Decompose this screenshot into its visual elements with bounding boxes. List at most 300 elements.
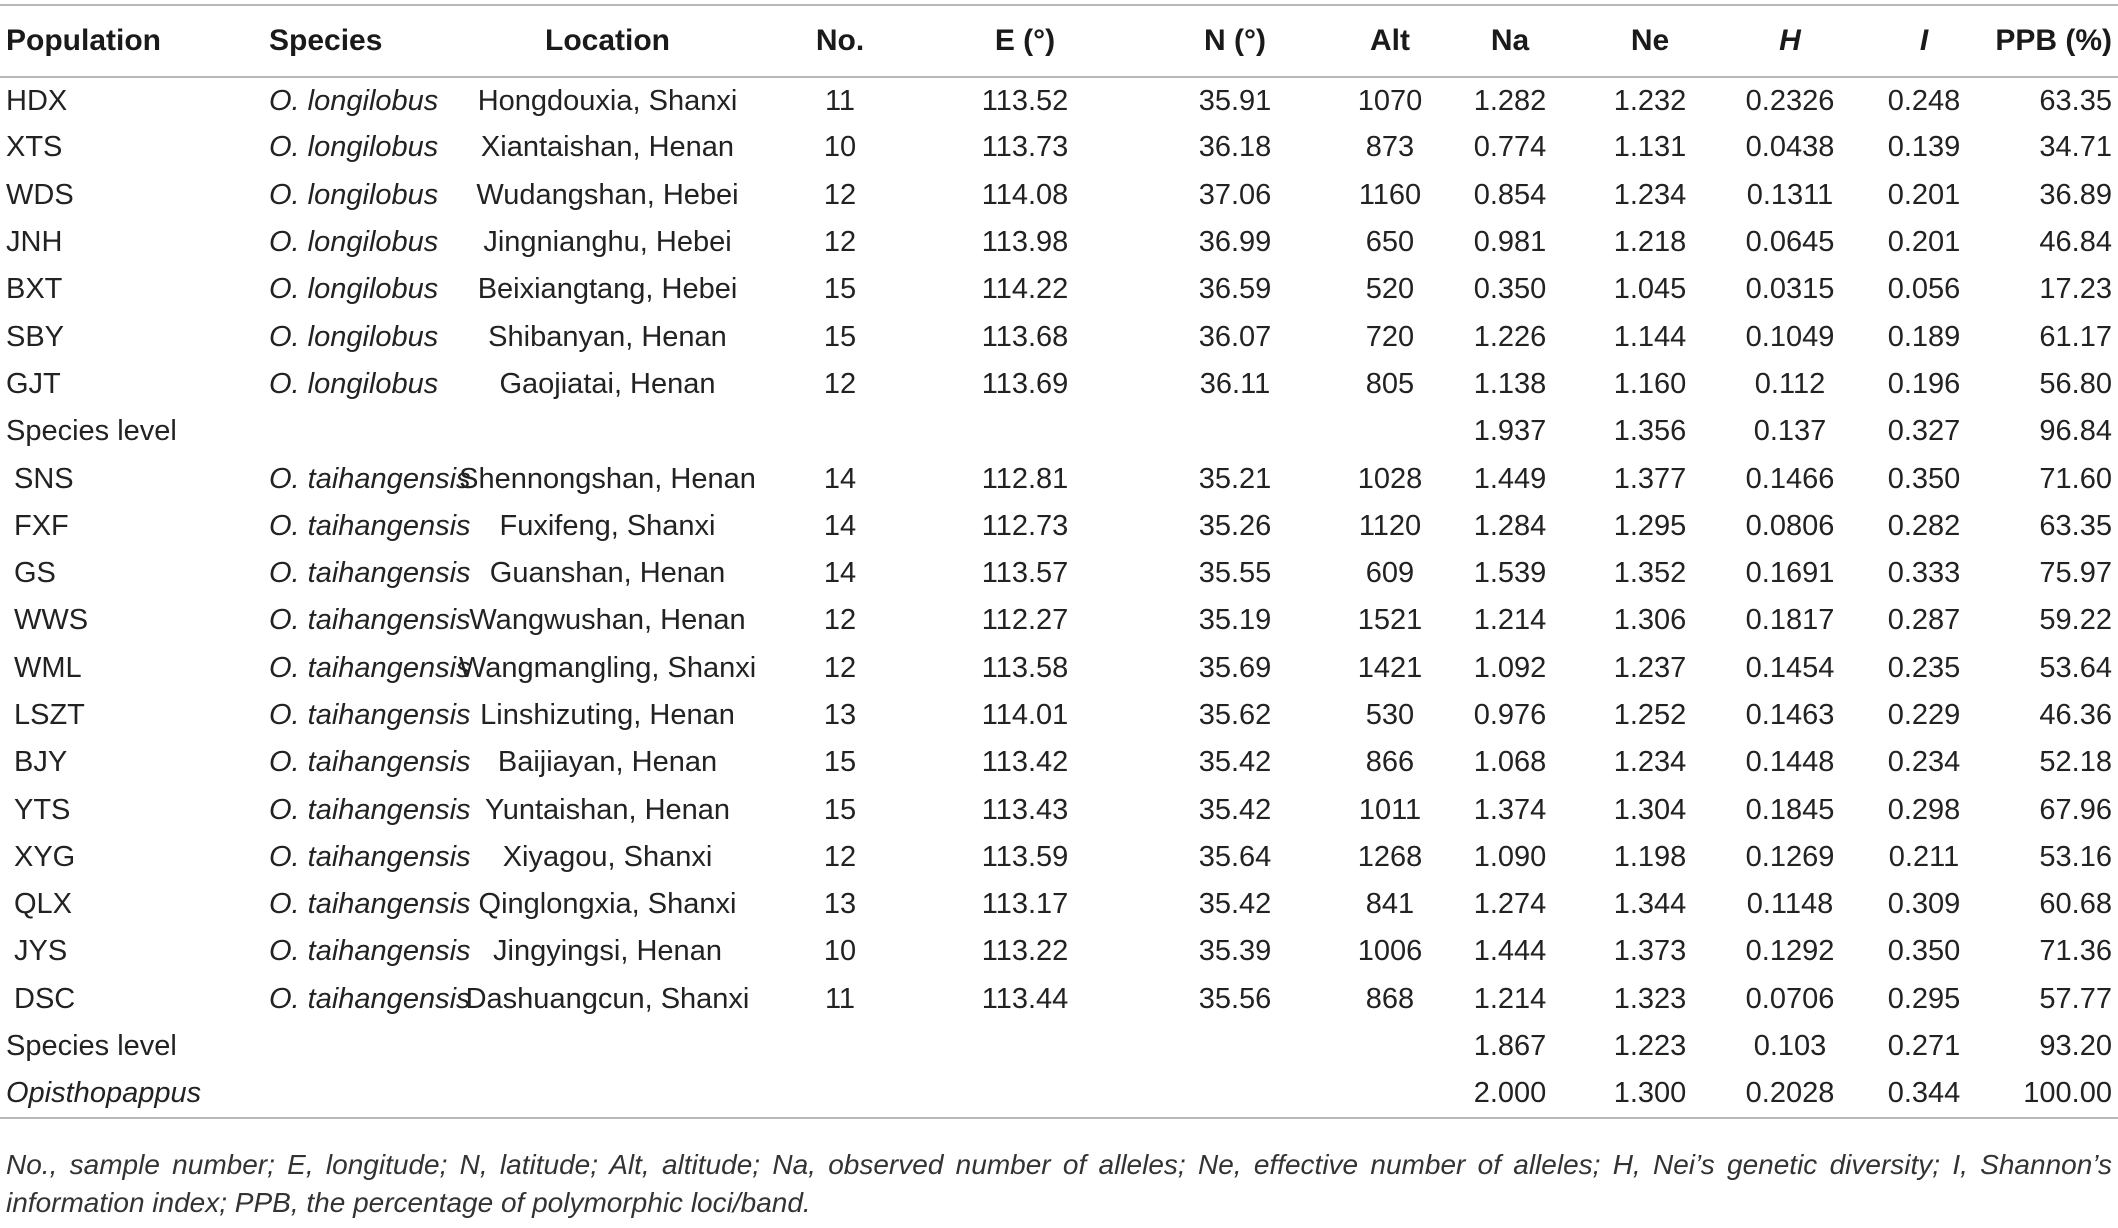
- cell-h: 0.1691: [1745, 557, 1835, 590]
- cell-ppb: 100.00: [1988, 1070, 2118, 1117]
- cell-i: 0.298: [1887, 793, 1961, 826]
- cell-ppb: 56.80: [2039, 367, 2112, 400]
- cell-location: Dashuangcun, Shanxi: [465, 982, 750, 1015]
- cell-n: 35.42: [1198, 793, 1272, 826]
- header-location: Location: [455, 5, 760, 77]
- cell-no: [760, 1023, 920, 1070]
- table-row: [0, 786, 2118, 833]
- cell-no: 15: [823, 746, 857, 779]
- cell-h: 0.2326: [1745, 84, 1835, 117]
- table-row: [0, 455, 2118, 502]
- cell-alt: 609: [1365, 557, 1415, 590]
- cell-h: 0.112: [1754, 367, 1826, 400]
- cell-i: 0.189: [1887, 320, 1961, 353]
- cell-no: 12: [823, 226, 857, 259]
- cell-i: 0.234: [1887, 746, 1961, 779]
- cell-n: 35.19: [1198, 604, 1272, 637]
- cell-i: 0.350: [1887, 935, 1961, 968]
- cell-ppb: 57.77: [2039, 982, 2112, 1015]
- cell-population: YTS: [14, 793, 71, 826]
- cell-ne: 1.160: [1613, 367, 1687, 400]
- cell-e: 113.73: [981, 131, 1069, 164]
- cell-h: 0.2028: [1720, 1070, 1860, 1117]
- cell-h: 0.1454: [1745, 651, 1835, 684]
- cell-species: O. longilobus: [269, 320, 439, 353]
- cell-i: 0.196: [1887, 367, 1961, 400]
- cell-alt: 1160: [1358, 178, 1422, 211]
- cell-h: 0.1463: [1745, 699, 1835, 731]
- cell-population: SBY: [6, 320, 65, 353]
- cell-e: [920, 1023, 1130, 1070]
- cell-h: 0.137: [1753, 415, 1827, 448]
- cell-na: 2.000: [1440, 1070, 1580, 1117]
- cell-no: 14: [823, 462, 857, 495]
- cell-no: 13: [823, 888, 857, 921]
- cell-location: Wangmangling, Shanxi: [459, 651, 757, 684]
- cell-ppb: 67.96: [2039, 793, 2112, 826]
- cell-ppb: 96.84: [2039, 415, 2112, 448]
- cell-location: [455, 1070, 760, 1117]
- header-alt: Alt: [1340, 5, 1440, 77]
- cell-no: 12: [823, 651, 857, 684]
- cell-na: 1.937: [1473, 415, 1547, 448]
- cell-species: O. taihangensis: [269, 509, 471, 542]
- cell-ne: 1.234: [1613, 746, 1687, 779]
- cell-na: 0.854: [1473, 178, 1547, 211]
- cell-h: 0.1292: [1745, 935, 1835, 968]
- cell-e: 114.01: [981, 699, 1069, 731]
- header-species: Species: [265, 5, 455, 77]
- cell-e: 113.69: [981, 367, 1069, 400]
- cell-ne: 1.295: [1613, 509, 1687, 542]
- cell-h: 0.1817: [1745, 604, 1835, 637]
- cell-species: [265, 408, 455, 455]
- cell-i: 0.295: [1887, 982, 1961, 1015]
- cell-species: O. taihangensis: [269, 888, 471, 921]
- cell-n: 35.69: [1198, 651, 1272, 684]
- cell-species: O. taihangensis: [269, 651, 471, 684]
- cell-alt: 1120: [1358, 509, 1422, 542]
- table-row: [0, 503, 2118, 550]
- cell-ne: 1.144: [1613, 320, 1687, 353]
- cell-species: O. longilobus: [269, 178, 439, 211]
- cell-ppb: 34.71: [2039, 131, 2112, 164]
- cell-i: 0.327: [1887, 415, 1961, 448]
- cell-i: 0.344: [1860, 1070, 1988, 1117]
- cell-na: 1.274: [1473, 888, 1547, 921]
- cell-h: 0.1845: [1745, 793, 1835, 826]
- cell-n: 35.26: [1198, 509, 1272, 542]
- cell-ne: 1.045: [1613, 273, 1687, 306]
- table-body: [0, 77, 2118, 1118]
- cell-species: [265, 1023, 455, 1070]
- cell-species: O. longilobus: [269, 84, 439, 117]
- cell-ne: 1.304: [1613, 793, 1687, 826]
- cell-location: Shibanyan, Henan: [488, 320, 727, 353]
- cell-h: 0.1269: [1745, 840, 1835, 873]
- table-row: [0, 1023, 2118, 1070]
- cell-population: JYS: [14, 935, 68, 968]
- cell-population: GS: [14, 557, 56, 590]
- cell-e: 114.08: [981, 178, 1069, 211]
- header-h: H: [1720, 5, 1860, 77]
- cell-species: O. taihangensis: [269, 746, 471, 779]
- cell-population: Opisthopappus: [0, 1070, 265, 1117]
- cell-location: Xiantaishan, Henan: [480, 131, 735, 164]
- cell-location: Shennongshan, Henan: [459, 462, 756, 495]
- cell-population: LSZT: [14, 699, 85, 731]
- cell-location: Beixiangtang, Hebei: [477, 273, 738, 306]
- cell-e: [920, 408, 1130, 455]
- table-row: [0, 739, 2118, 786]
- cell-e: 113.68: [981, 320, 1069, 353]
- cell-species: O. taihangensis: [269, 982, 471, 1015]
- cell-location: Linshizuting, Henan: [480, 699, 735, 731]
- cell-no: 12: [823, 367, 857, 400]
- cell-n: 36.18: [1198, 131, 1272, 164]
- cell-alt: 1521: [1357, 604, 1423, 637]
- cell-e: 113.17: [981, 888, 1069, 921]
- header-e: E (°): [920, 5, 1130, 77]
- cell-i: 0.056: [1887, 273, 1961, 306]
- cell-na: 1.138: [1473, 367, 1547, 400]
- cell-ne: 1.232: [1613, 84, 1687, 117]
- cell-alt: 1070: [1357, 84, 1423, 117]
- cell-location: Baijiayan, Henan: [497, 746, 718, 779]
- cell-e: 113.43: [981, 793, 1069, 826]
- cell-n: 35.56: [1198, 982, 1272, 1015]
- cell-e: 113.52: [981, 84, 1069, 117]
- cell-ppb: 46.84: [2039, 226, 2112, 259]
- cell-n: 37.06: [1198, 178, 1272, 211]
- cell-h: 0.1148: [1746, 888, 1834, 921]
- cell-species: O. longilobus: [269, 131, 439, 164]
- table-footnote: No., sample number; E, longitude; N, latitude; Alt, altitude; Na, observed number of alleles; Ne, effective number of alleles; H, Nei’s genetic diversity; I, Shannon’s information index; PPB, the percentage of polymorphic loci/band.: [6, 1149, 2112, 1218]
- cell-i: 0.201: [1887, 226, 1961, 259]
- cell-na: 1.226: [1473, 320, 1547, 353]
- table-row: [0, 881, 2118, 928]
- cell-e: 113.44: [981, 982, 1069, 1015]
- table-row: [0, 692, 2118, 739]
- header-n: N (°): [1130, 5, 1340, 77]
- cell-no: [760, 408, 920, 455]
- cell-na: 1.214: [1473, 982, 1547, 1015]
- cell-alt: 520: [1365, 273, 1415, 306]
- cell-alt: 873: [1365, 131, 1415, 164]
- table-row: [0, 645, 2118, 692]
- cell-alt: 650: [1365, 226, 1415, 259]
- cell-population: WML: [14, 651, 82, 684]
- cell-i: 0.248: [1887, 84, 1961, 117]
- cell-species: O. longilobus: [269, 226, 439, 259]
- cell-na: 0.774: [1473, 131, 1547, 164]
- cell-ppb: 93.20: [2039, 1030, 2112, 1063]
- cell-na: 1.282: [1473, 84, 1547, 117]
- cell-population: BXT: [6, 273, 63, 306]
- cell-no: 13: [823, 699, 857, 731]
- cell-e: 113.42: [981, 746, 1069, 779]
- cell-alt: 1268: [1357, 840, 1423, 873]
- cell-species: O. taihangensis: [269, 793, 471, 826]
- cell-no: 14: [823, 509, 857, 542]
- cell-alt: 530: [1365, 699, 1415, 731]
- cell-species: O. longilobus: [269, 367, 439, 400]
- cell-ne: 1.323: [1613, 982, 1687, 1015]
- cell-species: O. taihangensis: [269, 604, 471, 637]
- cell-i: 0.282: [1887, 509, 1961, 542]
- cell-e: 113.22: [981, 935, 1069, 968]
- cell-e: 113.58: [981, 651, 1069, 684]
- cell-na: 1.068: [1473, 746, 1547, 779]
- cell-species: O. longilobus: [269, 273, 439, 306]
- cell-location: Jingyingsi, Henan: [493, 935, 722, 968]
- cell-n: 36.99: [1198, 226, 1272, 259]
- cell-population: Species level: [6, 1030, 177, 1063]
- cell-alt: 1011: [1358, 793, 1422, 826]
- cell-h: 0.0438: [1745, 131, 1835, 164]
- header-ppb: PPB (%): [1988, 5, 2118, 77]
- cell-n: 36.11: [1199, 367, 1271, 400]
- cell-na: 1.539: [1473, 557, 1547, 590]
- cell-i: 0.309: [1887, 888, 1961, 921]
- cell-i: 0.350: [1887, 462, 1961, 495]
- cell-n: 36.07: [1198, 320, 1272, 353]
- cell-ne: 1.218: [1613, 226, 1687, 259]
- cell-na: 1.284: [1473, 509, 1547, 542]
- cell-no: 11: [824, 982, 856, 1015]
- table-row: [0, 834, 2118, 881]
- cell-population: BJY: [14, 746, 68, 779]
- cell-ne: 1.377: [1613, 462, 1687, 495]
- cell-ppb: 75.97: [2039, 557, 2112, 590]
- cell-ppb: 59.22: [2039, 604, 2112, 637]
- cell-h: 0.0315: [1745, 273, 1835, 306]
- cell-population: XYG: [14, 840, 76, 873]
- cell-h: 0.1448: [1745, 746, 1835, 779]
- cell-e: 112.27: [981, 604, 1069, 637]
- cell-no: 10: [823, 935, 857, 968]
- cell-alt: 1028: [1357, 462, 1423, 495]
- cell-ppb: 71.36: [2039, 935, 2112, 968]
- cell-e: 114.22: [981, 273, 1069, 306]
- cell-na: 1.444: [1473, 935, 1547, 968]
- table-header-row: [0, 5, 2118, 77]
- cell-species: O. taihangensis: [269, 699, 471, 731]
- cell-ne: 1.198: [1613, 840, 1687, 873]
- cell-ne: 1.356: [1613, 415, 1687, 448]
- table-row: [0, 976, 2118, 1023]
- cell-n: 35.91: [1198, 84, 1272, 117]
- cell-no: 15: [823, 273, 857, 306]
- cell-n: 35.62: [1198, 699, 1272, 731]
- cell-population: QLX: [14, 888, 73, 921]
- cell-no: 12: [823, 840, 857, 873]
- cell-i: 0.229: [1887, 699, 1961, 731]
- cell-h: 0.0806: [1745, 509, 1835, 542]
- cell-population: WDS: [6, 178, 74, 211]
- cell-e: [920, 1070, 1130, 1117]
- cell-ppb: 63.35: [2039, 509, 2112, 542]
- cell-na: 1.374: [1473, 793, 1547, 826]
- cell-location: [455, 408, 760, 455]
- cell-h: 0.0645: [1745, 226, 1835, 259]
- table-row: [0, 219, 2118, 266]
- cell-location: Guanshan, Henan: [489, 557, 726, 590]
- cell-no: [760, 1070, 920, 1117]
- cell-alt: [1340, 1070, 1440, 1117]
- cell-i: 0.333: [1887, 557, 1961, 590]
- cell-na: 0.976: [1473, 699, 1547, 731]
- table-row: [0, 408, 2118, 455]
- cell-alt: [1340, 408, 1440, 455]
- cell-population: WWS: [14, 604, 89, 637]
- cell-population: DSC: [14, 982, 76, 1015]
- cell-n: 35.42: [1198, 746, 1272, 779]
- cell-population: JNH: [6, 226, 63, 259]
- cell-alt: 868: [1365, 982, 1415, 1015]
- cell-ne: 1.300: [1580, 1070, 1720, 1117]
- table-row: [0, 1070, 2118, 1117]
- cell-n: 35.21: [1198, 462, 1272, 495]
- table-row: [0, 124, 2118, 171]
- cell-ne: 1.252: [1613, 699, 1687, 731]
- cell-no: 15: [823, 320, 857, 353]
- table-row: [0, 266, 2118, 313]
- cell-location: Hongdouxia, Shanxi: [477, 84, 738, 117]
- cell-location: Wangwushan, Henan: [469, 604, 746, 637]
- cell-population: Species level: [6, 415, 177, 448]
- cell-n: [1130, 408, 1340, 455]
- cell-na: 0.350: [1473, 273, 1547, 306]
- cell-n: 35.39: [1198, 935, 1272, 968]
- header-na: Na: [1440, 5, 1580, 77]
- table-row: [0, 597, 2118, 644]
- cell-ppb: 63.35: [2039, 84, 2112, 117]
- cell-no: 10: [823, 131, 857, 164]
- cell-no: 15: [823, 793, 857, 826]
- cell-location: Xiyagou, Shanxi: [502, 840, 713, 873]
- cell-na: 1.090: [1473, 840, 1547, 873]
- cell-no: 11: [824, 84, 856, 117]
- cell-i: 0.139: [1887, 131, 1961, 164]
- cell-h: 0.1311: [1746, 178, 1834, 211]
- cell-h: 0.1466: [1745, 462, 1835, 495]
- cell-ne: 1.131: [1613, 131, 1687, 164]
- cell-ppb: 17.23: [2039, 273, 2112, 306]
- cell-h: 0.0706: [1745, 982, 1835, 1015]
- cell-species: O. taihangensis: [269, 462, 471, 495]
- table-row: [0, 172, 2118, 219]
- cell-population: GJT: [6, 367, 61, 400]
- cell-na: 1.449: [1473, 462, 1547, 495]
- header-no: No.: [760, 5, 920, 77]
- cell-na: 0.981: [1473, 226, 1547, 259]
- cell-ppb: 61.17: [2039, 320, 2112, 353]
- cell-ppb: 53.64: [2039, 651, 2112, 684]
- cell-species: O. taihangensis: [269, 557, 471, 590]
- cell-population: FXF: [14, 509, 69, 542]
- cell-no: 12: [823, 178, 857, 211]
- cell-n: [1130, 1070, 1340, 1117]
- cell-e: 112.81: [981, 462, 1069, 495]
- header-population: Population: [0, 5, 265, 77]
- cell-i: 0.235: [1887, 651, 1961, 684]
- cell-na: 1.092: [1473, 651, 1547, 684]
- cell-na: 1.214: [1473, 604, 1547, 637]
- header-ne: Ne: [1580, 5, 1720, 77]
- table-row: [0, 361, 2118, 408]
- cell-h: 0.103: [1753, 1030, 1827, 1063]
- cell-species: O. taihangensis: [269, 840, 471, 873]
- cell-e: 113.59: [981, 840, 1069, 873]
- cell-i: 0.201: [1887, 178, 1961, 211]
- cell-ne: 1.306: [1613, 604, 1687, 637]
- cell-alt: [1340, 1023, 1440, 1070]
- cell-i: 0.287: [1887, 604, 1961, 637]
- cell-n: 36.59: [1198, 273, 1272, 306]
- cell-species: [265, 1070, 455, 1117]
- cell-alt: 866: [1365, 746, 1415, 779]
- cell-na: 1.867: [1473, 1030, 1547, 1063]
- cell-n: 35.42: [1198, 888, 1272, 921]
- cell-species: O. taihangensis: [269, 935, 471, 968]
- cell-ne: 1.352: [1613, 557, 1687, 590]
- cell-no: 14: [823, 557, 857, 590]
- cell-population: SNS: [14, 462, 74, 495]
- cell-ppb: 71.60: [2039, 462, 2112, 495]
- cell-population: HDX: [6, 84, 68, 117]
- cell-i: 0.271: [1887, 1030, 1961, 1063]
- cell-alt: 1006: [1357, 935, 1423, 968]
- cell-alt: 805: [1365, 367, 1415, 400]
- cell-ne: 1.344: [1613, 888, 1687, 921]
- cell-location: Wudangshan, Hebei: [476, 178, 739, 211]
- cell-n: 35.64: [1198, 840, 1272, 873]
- cell-ppb: 46.36: [2039, 699, 2112, 731]
- cell-ppb: 36.89: [2039, 178, 2112, 211]
- cell-ne: 1.373: [1613, 935, 1687, 968]
- cell-e: 113.98: [981, 226, 1069, 259]
- table-row: [0, 77, 2118, 124]
- header-i: I: [1860, 5, 1988, 77]
- cell-location: [455, 1023, 760, 1070]
- cell-alt: 1421: [1357, 651, 1423, 684]
- cell-ne: 1.234: [1613, 178, 1687, 211]
- cell-n: 35.55: [1198, 557, 1272, 590]
- table-row: [0, 550, 2118, 597]
- cell-ppb: 53.16: [2039, 840, 2112, 873]
- cell-location: Jingnianghu, Hebei: [483, 226, 732, 259]
- cell-location: Yuntaishan, Henan: [484, 793, 731, 826]
- cell-location: Fuxifeng, Shanxi: [499, 509, 716, 542]
- cell-ne: 1.223: [1613, 1030, 1687, 1063]
- cell-no: 12: [823, 604, 857, 637]
- cell-h: 0.1049: [1745, 320, 1835, 353]
- cell-e: 112.73: [981, 509, 1069, 542]
- cell-ppb: 60.68: [2039, 888, 2112, 921]
- cell-ppb: 52.18: [2039, 746, 2112, 779]
- table-row: [0, 313, 2118, 360]
- cell-alt: 841: [1365, 888, 1415, 921]
- genetic-diversity-table: [0, 4, 2118, 1119]
- cell-e: 113.57: [981, 557, 1069, 590]
- cell-ne: 1.237: [1613, 651, 1687, 684]
- cell-n: [1130, 1023, 1340, 1070]
- cell-i: 0.211: [1888, 840, 1960, 873]
- cell-population: XTS: [6, 131, 63, 164]
- cell-location: Gaojiatai, Henan: [499, 367, 716, 400]
- table-row: [0, 928, 2118, 975]
